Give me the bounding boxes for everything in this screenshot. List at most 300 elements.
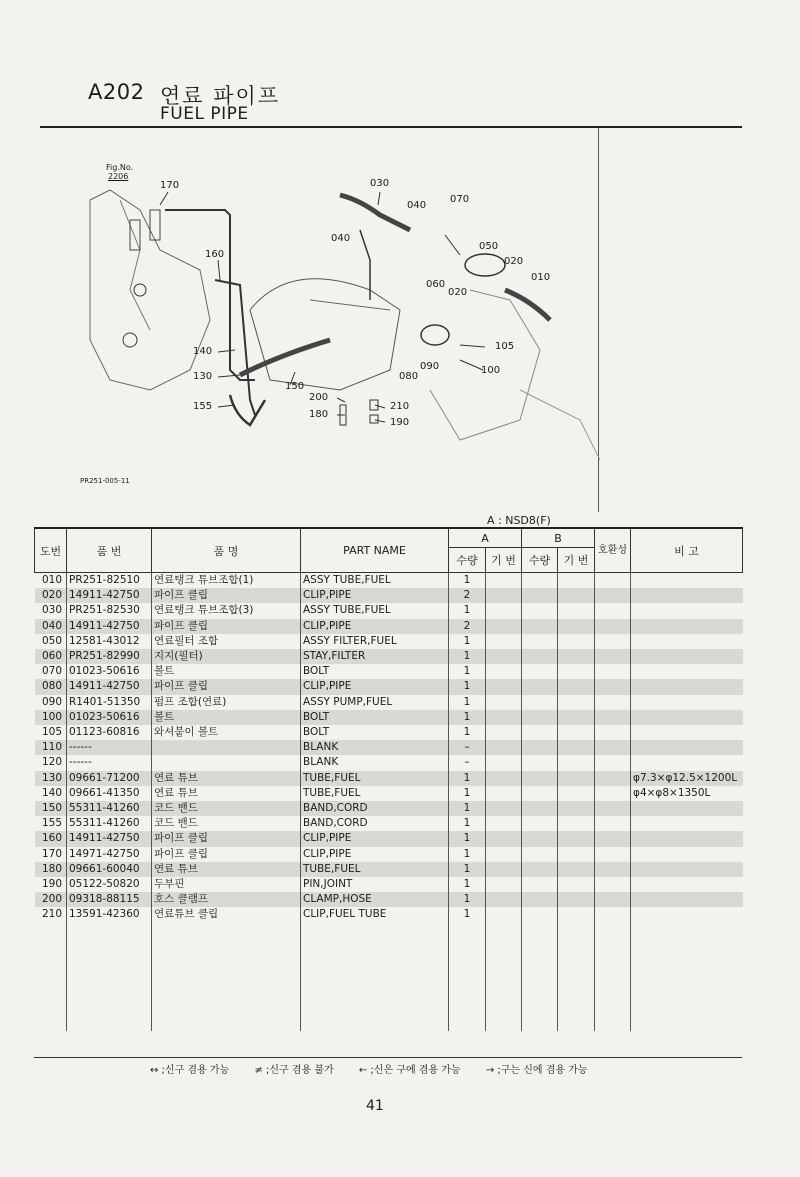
- legend-item: ← ;신은 구에 겸용 가능: [358, 1065, 461, 1076]
- row-machine-a: [486, 771, 522, 786]
- row-part-name: CLIP,PIPE: [301, 619, 449, 634]
- row-machine-a: [486, 588, 522, 603]
- row-part-name: CLIP,FUEL TUBE: [301, 907, 449, 922]
- row-name-ko: 연료 튜브: [152, 862, 301, 877]
- table-row: [35, 740, 743, 755]
- row-interchange: [595, 877, 631, 892]
- table-row: [35, 831, 743, 846]
- row-no: 050: [41, 634, 62, 647]
- row-part-name: CLIP,PIPE: [301, 588, 449, 603]
- header-group-a: A: [449, 528, 522, 548]
- row-part-name: CLAMP,HOSE: [301, 892, 449, 907]
- row-part-no: 09318-88115: [67, 892, 152, 907]
- row-part-no: 55311-41260: [67, 801, 152, 816]
- row-remark: [631, 710, 743, 725]
- row-machine-a: [486, 816, 522, 831]
- row-machine-a: [486, 831, 522, 846]
- header-machine-b: 기 번: [558, 548, 595, 573]
- row-interchange: [595, 695, 631, 710]
- row-machine-a: [486, 755, 522, 770]
- callout: 170: [160, 180, 180, 191]
- callout: 080: [399, 371, 419, 382]
- row-qty-b: [522, 862, 558, 877]
- table-row: [35, 695, 743, 710]
- row-machine-b: [558, 740, 595, 755]
- row-qty-a: 2: [449, 619, 486, 634]
- row-name-ko: 펌프 조합(연료): [152, 695, 301, 710]
- table-row: [35, 907, 743, 922]
- row-qty-a: 2: [449, 588, 486, 603]
- row-qty-a: 1: [449, 862, 486, 877]
- row-remark: [631, 725, 743, 740]
- row-part-name: STAY,FILTER: [301, 649, 449, 664]
- row-qty-a: 1: [449, 649, 486, 664]
- row-part-name: BAND,CORD: [301, 816, 449, 831]
- row-name-ko: 연료탱크 튜브조합(3): [152, 603, 301, 618]
- row-machine-a: [486, 634, 522, 649]
- row-name-ko: 지지(필터): [152, 649, 301, 664]
- header-part-name: PART NAME: [301, 528, 449, 573]
- row-remark: [631, 619, 743, 634]
- header-rule: [40, 126, 742, 128]
- row-name-ko: 파이프 클립: [152, 831, 301, 846]
- row-interchange: [595, 740, 631, 755]
- callout: 090: [420, 361, 440, 372]
- section-title-english: FUEL PIPE: [160, 104, 249, 124]
- row-no: 100: [35, 710, 67, 725]
- row-qty-a: 1: [449, 634, 486, 649]
- row-part-no: 14971-42750: [67, 847, 152, 862]
- row-interchange: [595, 679, 631, 694]
- row-machine-b: [558, 816, 595, 831]
- row-machine-a: [486, 619, 522, 634]
- row-qty-a: 1: [449, 877, 486, 892]
- row-part-no: 14911-42750: [67, 619, 152, 634]
- row-machine-b: [558, 573, 595, 589]
- section-code: A202: [88, 80, 145, 104]
- callout: 040: [407, 200, 427, 211]
- header-qty-a: 수량: [449, 548, 486, 573]
- row-part-name: BOLT: [301, 725, 449, 740]
- row-qty-a: 1: [449, 725, 486, 740]
- row-part-name: ASSY TUBE,FUEL: [301, 603, 449, 618]
- row-machine-a: [486, 847, 522, 862]
- row-machine-a: [486, 649, 522, 664]
- row-qty-b: [522, 679, 558, 694]
- row-interchange: [595, 664, 631, 679]
- table-row: [35, 816, 743, 831]
- row-no: 105: [41, 726, 62, 739]
- row-part-no: PR251-82510: [67, 573, 152, 589]
- row-machine-b: [558, 695, 595, 710]
- row-remark: [631, 664, 743, 679]
- row-part-name: CLIP,PIPE: [301, 847, 449, 862]
- row-interchange: [595, 801, 631, 816]
- legend-item: ↔ ;신구 겸용 가능: [150, 1065, 230, 1076]
- row-qty-b: [522, 603, 558, 618]
- table-row: [35, 634, 743, 649]
- row-part-no: ------: [67, 755, 152, 770]
- row-interchange: [595, 755, 631, 770]
- row-name-ko: [152, 755, 301, 770]
- row-qty-b: [522, 710, 558, 725]
- row-remark: [631, 862, 743, 877]
- row-remark: [631, 695, 743, 710]
- row-interchange: [595, 573, 631, 589]
- header-group-b: B: [522, 528, 595, 548]
- header-interchange: 호환성: [595, 528, 631, 573]
- row-no: 040: [35, 619, 67, 634]
- row-qty-a: 1: [449, 695, 486, 710]
- row-machine-b: [558, 831, 595, 846]
- row-machine-b: [558, 679, 595, 694]
- header-qty-b: 수량: [522, 548, 558, 573]
- row-no: 170: [41, 847, 62, 860]
- table-row: [35, 847, 743, 862]
- row-name-ko: 연료탱크 튜브조합(1): [152, 573, 301, 589]
- row-qty-a: 1: [449, 801, 486, 816]
- row-part-no: 01023-50616: [67, 664, 152, 679]
- row-qty-b: [522, 771, 558, 786]
- row-qty-b: [522, 755, 558, 770]
- row-qty-b: [522, 816, 558, 831]
- row-no: 160: [35, 831, 67, 846]
- row-remark: [631, 831, 743, 846]
- row-part-no: 13591-42360: [67, 907, 152, 922]
- row-machine-b: [558, 603, 595, 618]
- row-machine-a: [486, 695, 522, 710]
- row-part-name: BLANK: [301, 740, 449, 755]
- row-interchange: [595, 862, 631, 877]
- row-machine-b: [558, 847, 595, 862]
- row-part-no: 14911-42750: [67, 588, 152, 603]
- row-no: 110: [35, 740, 67, 755]
- row-name-ko: 연료튜브 클립: [152, 907, 301, 922]
- model-note: A : NSD8(F): [487, 514, 551, 527]
- table-row: [35, 664, 743, 679]
- row-no: 180: [35, 862, 67, 877]
- row-machine-b: [558, 619, 595, 634]
- row-machine-a: [486, 679, 522, 694]
- row-machine-b: [558, 801, 595, 816]
- row-qty-b: [522, 831, 558, 846]
- row-name-ko: 호스 클램프: [152, 892, 301, 907]
- row-name-ko: 연료 튜브: [152, 771, 301, 786]
- row-qty-a: 1: [449, 710, 486, 725]
- row-machine-b: [558, 649, 595, 664]
- row-no: 090: [41, 695, 62, 708]
- table-row: [35, 786, 743, 801]
- row-part-no: 09661-60040: [67, 862, 152, 877]
- callout: 050: [479, 241, 499, 252]
- row-no: 200: [35, 892, 67, 907]
- row-part-no: PR251-82990: [67, 649, 152, 664]
- row-part-name: CLIP,PIPE: [301, 679, 449, 694]
- row-machine-a: [486, 801, 522, 816]
- row-part-name: CLIP,PIPE: [301, 831, 449, 846]
- row-remark: [631, 740, 743, 755]
- fig-no-label: Fig.No.: [106, 163, 134, 172]
- table-row: [35, 588, 743, 603]
- header-machine-a: 기 번: [486, 548, 522, 573]
- row-machine-a: [486, 725, 522, 740]
- row-remark: [631, 816, 743, 831]
- row-no: 150: [35, 801, 67, 816]
- row-qty-a: –: [449, 755, 486, 770]
- row-interchange: [595, 649, 631, 664]
- callout: 020: [504, 256, 524, 267]
- table-row: [35, 649, 743, 664]
- row-no: 060: [35, 649, 67, 664]
- row-qty-a: 1: [449, 907, 486, 922]
- row-part-no: R1401-51350: [67, 695, 152, 710]
- row-machine-b: [558, 862, 595, 877]
- row-part-no: 01123-60816: [67, 725, 152, 740]
- callout: 010: [531, 272, 551, 283]
- row-interchange: [595, 619, 631, 634]
- row-machine-a: [486, 877, 522, 892]
- row-qty-b: [522, 847, 558, 862]
- row-no: 210: [41, 908, 62, 921]
- row-part-no: 12581-43012: [67, 634, 152, 649]
- row-qty-b: [522, 649, 558, 664]
- row-name-ko: 볼트: [152, 664, 301, 679]
- table-row: [35, 710, 743, 725]
- row-machine-a: [486, 573, 522, 589]
- row-qty-b: [522, 695, 558, 710]
- row-machine-a: [486, 892, 522, 907]
- row-qty-a: 1: [449, 831, 486, 846]
- table-filler: [35, 923, 743, 1031]
- row-part-no: ------: [67, 740, 152, 755]
- legend-item: → ;구는 신에 겸용 가능: [485, 1065, 588, 1076]
- fuel-pipe-diagram: [40, 140, 600, 500]
- row-no: 155: [41, 817, 62, 830]
- row-qty-b: [522, 725, 558, 740]
- row-no: 140: [41, 786, 62, 799]
- row-part-no: 55311-41260: [67, 816, 152, 831]
- row-qty-a: 1: [449, 847, 486, 862]
- row-remark: [631, 755, 743, 770]
- callout: 060: [426, 279, 446, 290]
- row-name-ko: 파이프 클립: [152, 847, 301, 862]
- drawing-code: PR251-005-11: [80, 477, 130, 485]
- row-part-no: 09661-41350: [67, 786, 152, 801]
- row-name-ko: 파이프 클립: [152, 619, 301, 634]
- row-qty-b: [522, 892, 558, 907]
- row-remark: φ4×φ8×1350L: [631, 786, 743, 801]
- row-interchange: [595, 847, 631, 862]
- callout: 070: [450, 194, 470, 205]
- row-name-ko: 와셔붙이 볼트: [152, 725, 301, 740]
- callout: 160: [205, 249, 225, 260]
- row-machine-b: [558, 786, 595, 801]
- row-qty-a: 1: [449, 786, 486, 801]
- row-name-ko: 연료 튜브: [152, 786, 301, 801]
- row-qty-a: 1: [449, 603, 486, 618]
- callout: 105: [495, 341, 515, 352]
- row-qty-b: [522, 801, 558, 816]
- row-qty-a: 1: [449, 679, 486, 694]
- row-part-name: TUBE,FUEL: [301, 771, 449, 786]
- row-interchange: [595, 588, 631, 603]
- row-part-name: ASSY FILTER,FUEL: [301, 634, 449, 649]
- table-row: [35, 573, 743, 589]
- row-machine-b: [558, 907, 595, 922]
- row-interchange: [595, 786, 631, 801]
- row-qty-a: 1: [449, 892, 486, 907]
- row-machine-a: [486, 740, 522, 755]
- callout: 210: [390, 401, 410, 412]
- table-bottom-rule: [34, 1057, 742, 1058]
- row-no: 070: [41, 665, 62, 678]
- row-part-name: TUBE,FUEL: [301, 786, 449, 801]
- table-row: [35, 679, 743, 694]
- row-qty-b: [522, 588, 558, 603]
- row-name-ko: 두부핀: [152, 877, 301, 892]
- row-qty-a: 1: [449, 816, 486, 831]
- callout: 020: [448, 287, 468, 298]
- table-row: [35, 755, 743, 770]
- row-machine-a: [486, 907, 522, 922]
- table-row: [35, 619, 743, 634]
- row-remark: [631, 603, 743, 618]
- row-part-name: BAND,CORD: [301, 801, 449, 816]
- row-remark: [631, 634, 743, 649]
- table-row: [35, 862, 743, 877]
- row-interchange: [595, 831, 631, 846]
- row-name-ko: 파이프 클립: [152, 679, 301, 694]
- legend: [150, 1061, 610, 1076]
- fig-no: 2206: [108, 172, 129, 181]
- row-machine-b: [558, 710, 595, 725]
- row-qty-a: –: [449, 740, 486, 755]
- callout: 200: [309, 392, 329, 403]
- callout: 190: [390, 417, 410, 428]
- row-machine-b: [558, 725, 595, 740]
- callout: 040: [331, 233, 351, 244]
- row-interchange: [595, 816, 631, 831]
- row-machine-a: [486, 664, 522, 679]
- page-number: 41: [366, 1098, 384, 1114]
- row-remark: φ7.3×φ12.5×1200L: [631, 771, 743, 786]
- row-remark: [631, 877, 743, 892]
- parts-table: [34, 527, 743, 1031]
- callout: 150: [285, 381, 305, 392]
- row-machine-b: [558, 771, 595, 786]
- row-machine-a: [486, 603, 522, 618]
- row-qty-b: [522, 573, 558, 589]
- row-interchange: [595, 771, 631, 786]
- table-row: [35, 877, 743, 892]
- row-interchange: [595, 907, 631, 922]
- callout: 140: [193, 346, 213, 357]
- row-interchange: [595, 710, 631, 725]
- row-machine-b: [558, 877, 595, 892]
- row-part-no: 05122-50820: [67, 877, 152, 892]
- row-qty-b: [522, 634, 558, 649]
- row-no: 190: [41, 878, 62, 891]
- row-qty-b: [522, 740, 558, 755]
- row-qty-b: [522, 619, 558, 634]
- row-qty-b: [522, 907, 558, 922]
- row-name-ko: 코드 밴드: [152, 816, 301, 831]
- row-name-ko: 코드 밴드: [152, 801, 301, 816]
- row-part-name: PIN,JOINT: [301, 877, 449, 892]
- row-interchange: [595, 725, 631, 740]
- row-qty-b: [522, 877, 558, 892]
- row-no: 030: [41, 604, 62, 617]
- row-machine-b: [558, 755, 595, 770]
- row-machine-b: [558, 634, 595, 649]
- row-name-ko: 파이프 클립: [152, 588, 301, 603]
- row-name-ko: [152, 740, 301, 755]
- table-row: [35, 892, 743, 907]
- row-part-no: 14911-42750: [67, 679, 152, 694]
- row-name-ko: 볼트: [152, 710, 301, 725]
- row-qty-a: 1: [449, 771, 486, 786]
- row-part-no: PR251-82530: [67, 603, 152, 618]
- row-no: 010: [41, 574, 62, 586]
- row-qty-b: [522, 664, 558, 679]
- table-row: [35, 603, 743, 618]
- row-qty-a: 1: [449, 664, 486, 679]
- row-part-name: BLANK: [301, 755, 449, 770]
- row-interchange: [595, 634, 631, 649]
- header-remarks: 비 고: [631, 528, 743, 573]
- row-interchange: [595, 892, 631, 907]
- row-part-no: 09661-71200: [67, 771, 152, 786]
- table-row: [35, 771, 743, 786]
- row-machine-b: [558, 664, 595, 679]
- legend-item: ≠ ;신구 겸용 불가: [254, 1065, 334, 1076]
- row-no: 080: [35, 679, 67, 694]
- row-part-no: 01023-50616: [67, 710, 152, 725]
- row-part-name: TUBE,FUEL: [301, 862, 449, 877]
- row-no: 120: [41, 756, 62, 769]
- callout: 180: [309, 409, 329, 420]
- row-part-name: ASSY TUBE,FUEL: [301, 573, 449, 589]
- row-no: 020: [35, 588, 67, 603]
- callout: 100: [481, 365, 501, 376]
- header-no: 도번: [35, 528, 67, 573]
- row-part-name: ASSY PUMP,FUEL: [301, 695, 449, 710]
- section-title-korean: 연료 파이프: [160, 84, 281, 108]
- row-part-name: BOLT: [301, 710, 449, 725]
- row-machine-a: [486, 710, 522, 725]
- row-remark: [631, 907, 743, 922]
- row-machine-a: [486, 862, 522, 877]
- row-remark: [631, 892, 743, 907]
- row-qty-a: 1: [449, 573, 486, 589]
- row-machine-b: [558, 892, 595, 907]
- row-interchange: [595, 603, 631, 618]
- callout: 130: [193, 371, 213, 382]
- row-remark: [631, 588, 743, 603]
- table-row: [35, 801, 743, 816]
- row-no: 130: [35, 771, 67, 786]
- row-machine-a: [486, 786, 522, 801]
- row-remark: [631, 649, 743, 664]
- row-part-name: BOLT: [301, 664, 449, 679]
- header-part-no: 품 번: [67, 528, 152, 573]
- row-remark: [631, 679, 743, 694]
- row-remark: [631, 801, 743, 816]
- row-qty-b: [522, 786, 558, 801]
- table-row: [35, 725, 743, 740]
- callout: 155: [193, 401, 213, 412]
- row-machine-b: [558, 588, 595, 603]
